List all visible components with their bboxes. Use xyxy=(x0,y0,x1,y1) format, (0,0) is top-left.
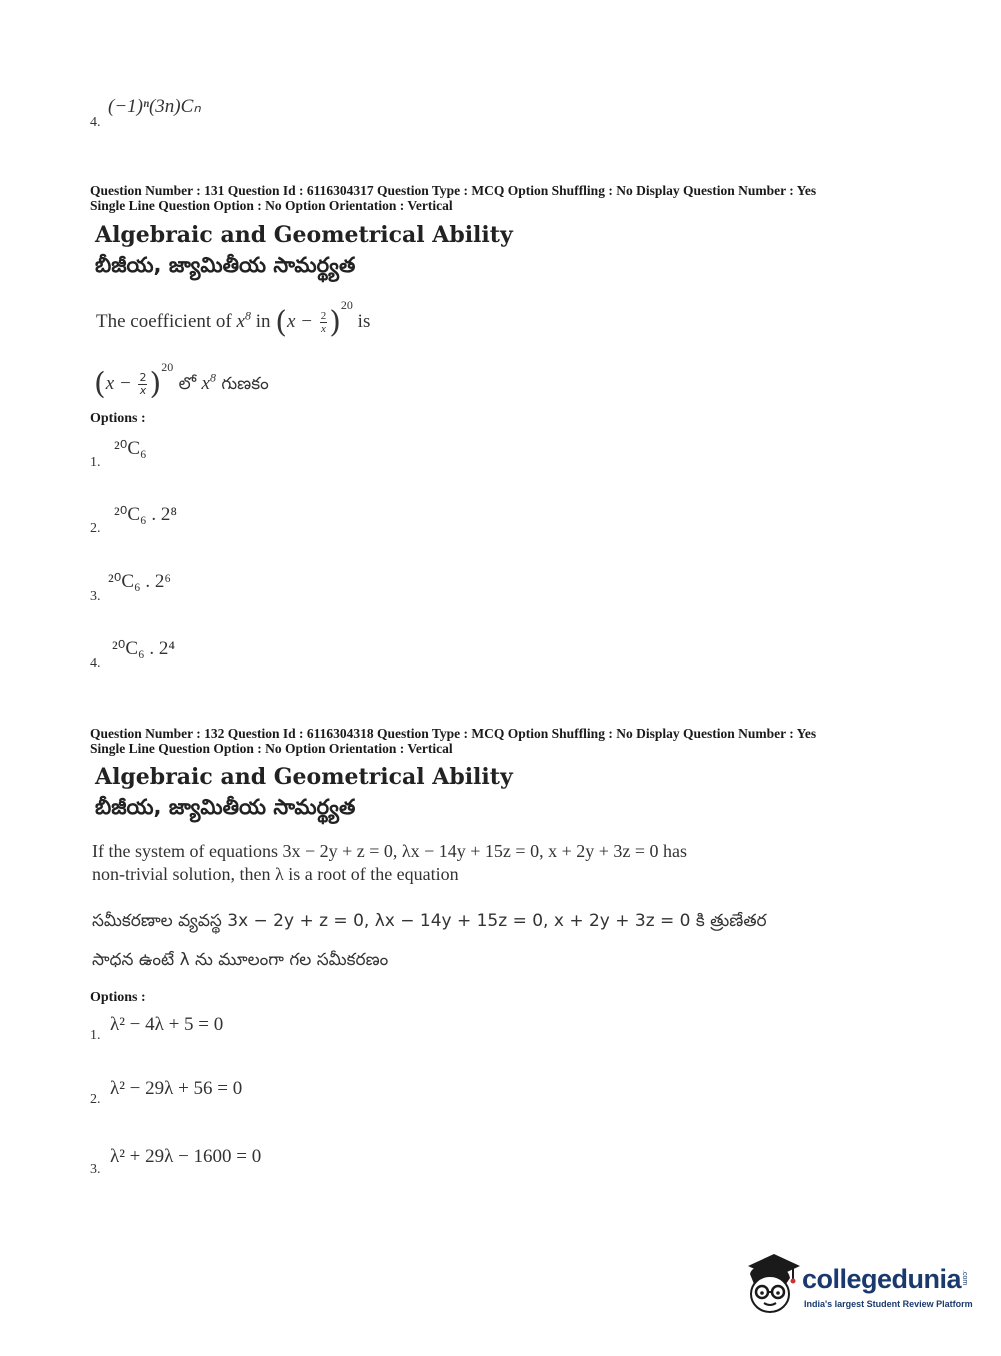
option-number: 1. xyxy=(90,1028,101,1043)
q132-question-english-line2: non-trivial solution, then λ is a root of the equation xyxy=(92,864,459,884)
option-value: λ² − 4λ + 5 = 0 xyxy=(110,1014,224,1035)
q132-options-label: Options : xyxy=(90,990,146,1005)
q132-question-telugu-line1: సమీకరణాల వ్యవస్థ 3x − 2y + z = 0, λx − 14y + 15z = 0, x + 2y + 3z = 0 కి త్రుణేతర xyxy=(92,911,767,931)
mascot-icon xyxy=(740,1248,802,1316)
q132-option-2[interactable] xyxy=(90,1078,390,1118)
q132-meta-line1: Question Number : 132 Question Id : 6116304318 Question Type : MCQ Option Shuffling : No Display Question Number : Yes xyxy=(90,726,817,741)
option-number: 1. xyxy=(90,455,101,470)
logo-wordmark: collegedunia xyxy=(802,1264,962,1294)
q131-options-label: Options : xyxy=(90,411,146,426)
option-value: ²⁰C₆ . 2⁶ xyxy=(108,571,171,592)
q131-term-x8: $x^8$ xyxy=(236,308,251,332)
q132-question-english-line1: If the system of equations 3x − 2y + z = 0, λx − 14y + 15z = 0, x + 2y + 3z = 0 has xyxy=(92,841,688,861)
option-value: λ² − 29λ + 56 = 0 xyxy=(110,1078,243,1099)
q132-question-telugu-line2: సాధన ఉంటే λ ను మూలంగా గల సమీకరణం xyxy=(92,950,389,970)
q131-option-4[interactable] xyxy=(90,637,390,677)
q132-meta-line2: Single Line Question Option : No Option Orientation : Vertical xyxy=(90,741,453,756)
option-value: ²⁰C₆ xyxy=(114,438,147,459)
option-number: 4. xyxy=(90,656,101,671)
q131-telugu-lo: లో xyxy=(173,374,202,394)
q132-subject-telugu: బీజీయ, జ్యామితీయ సామర్థ్యత xyxy=(95,795,356,819)
q131-question-prefix: The coefficient of xyxy=(96,311,237,332)
q131-question-suffix: is xyxy=(352,311,371,332)
q132-subject-english: Algebraic and Geometrical Ability xyxy=(95,764,513,790)
logo-tagline: India's largest Student Review Platform xyxy=(804,1299,973,1309)
q131-subject-telugu: బీజీయ, జ్యామితీయ సామర్థ్యత xyxy=(95,253,356,277)
prev-option-number: 4. xyxy=(90,115,101,130)
prev-option-value: (−1)ⁿ(3n)Cₙ xyxy=(108,96,201,117)
option-number: 2. xyxy=(90,1092,101,1107)
option-value: λ² + 29λ − 1600 = 0 xyxy=(110,1146,262,1167)
option-value: ²⁰C₆ . 2⁸ xyxy=(114,504,177,525)
option-number: 3. xyxy=(90,1162,101,1177)
q131-subject-english: Algebraic and Geometrical Ability xyxy=(95,222,513,248)
q131-question-telugu: (x − $\frac{2}{x}$ )$^{20}$ లో $x^8$ గుణకం xyxy=(94,360,269,402)
q131-question-english: The coefficient of $x^8$ in (x − $\frac{2}{x}$ )$^{20}$ is xyxy=(96,298,371,341)
q132-option-1[interactable] xyxy=(90,1014,390,1054)
option-number: 3. xyxy=(90,589,101,604)
q131-option-2[interactable] xyxy=(90,503,390,543)
q132-option-3[interactable] xyxy=(90,1146,390,1186)
q131-meta-line1: Question Number : 131 Question Id : 6116304317 Question Type : MCQ Option Shuffling : No Display Question Number : Yes xyxy=(90,183,817,198)
q131-telugu-end: గుణకం xyxy=(215,374,269,394)
q131-option-1[interactable] xyxy=(90,437,390,477)
collegedunia-logo xyxy=(740,1248,973,1318)
q131-option-3[interactable] xyxy=(90,570,390,610)
q131-meta-line2: Single Line Question Option : No Option Orientation : Vertical xyxy=(90,198,453,213)
option-number: 2. xyxy=(90,521,101,536)
logo-com: .com xyxy=(961,1270,968,1286)
option-value: ²⁰C₆ . 2⁴ xyxy=(112,638,175,659)
